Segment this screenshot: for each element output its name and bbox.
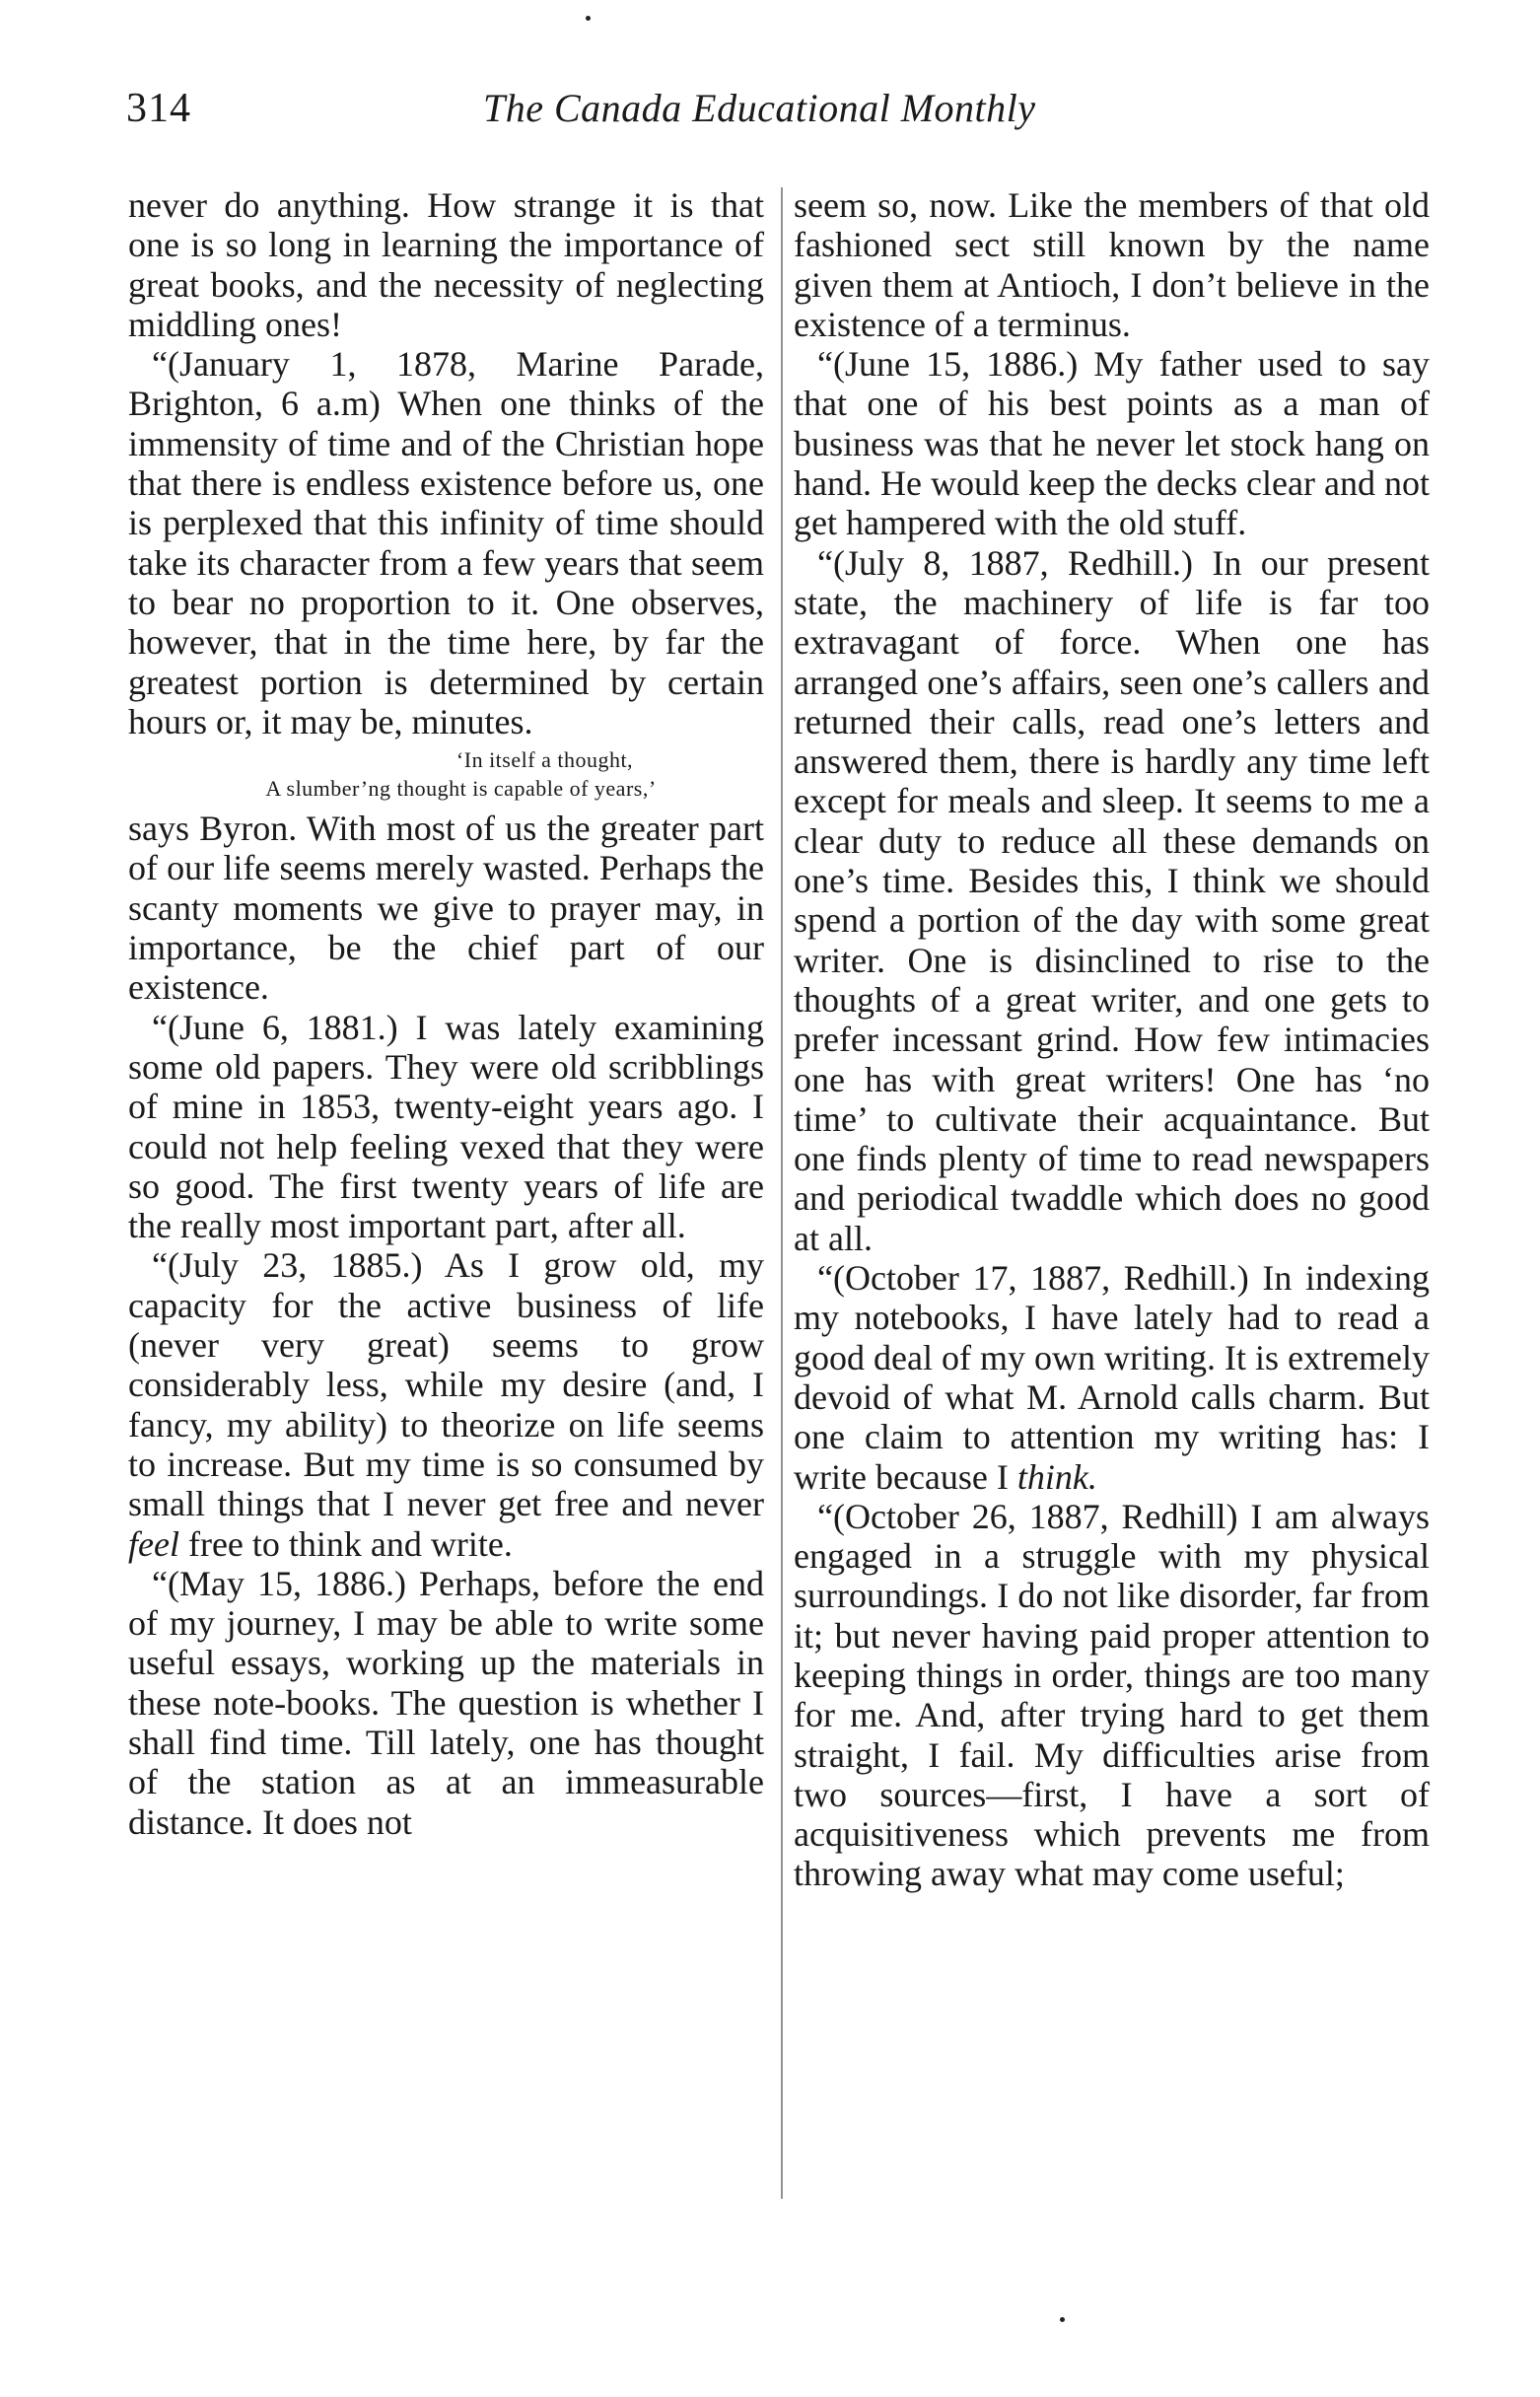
verse-quotation [128, 745, 764, 803]
text-run: “(July 23, 1885.) As I grow old, my capacity for the active business of life (never very great) seems to grow considerably less, while my desire (and, I fancy, my ability) to theorize on life seems to increase. But my time is so consumed by small things that I never get free and never [128, 1245, 764, 1524]
print-speck [586, 16, 591, 21]
paragraph: “(May 15, 1886.) Perhaps, before the end of my journey, I may be able to write some useful essays, working up the materials in these note-books. The question is whether I shall find time. Till lately, one has thought of the station as at an immeasurable distance. It does not [128, 1563, 764, 1842]
paragraph: seem so, now. Like the members of that old fashioned sect still known by the name given them at Antioch, I don’t believe in the existence of a terminus. [794, 185, 1430, 344]
right-column [794, 185, 1430, 1894]
italic-word: feel [128, 1523, 179, 1564]
running-head: The Canada Educational Monthly [483, 86, 1036, 130]
print-speck [1060, 2317, 1065, 2322]
quote-line: ‘In itself a thought, [455, 747, 634, 773]
paragraph [794, 1258, 1430, 1497]
paragraph: “(July 8, 1887, Redhill.) In our present state, the machinery of life is far too extravagant of force. When one has arranged one’s affairs, seen one’s callers and returned their calls, read one’s letters and answered them, there is hardly any time left except for meals and sleep. It seems to me a clear duty to reduce all these demands on one’s time. Besides this, I think we should spend a portion of the day with some great writer. One is disinclined to rise to the thoughts of a great writer, and one gets to prefer incessant grind. How few intimacies one has with great writers! One has ‘no time’ to cultivate their acquaintance. But one finds plenty of time to read newspapers and periodical twaddle which does no good at all. [794, 542, 1430, 1258]
paragraph: says Byron. With most of us the greater part of our life seems merely wasted. Perhaps the scanty moments we give to prayer may, in importance, be the chief part of our existence. [128, 809, 764, 1008]
column-divider [781, 187, 783, 2199]
italic-word: think. [1016, 1456, 1097, 1497]
paragraph: “(June 15, 1886.) My father used to say that one of his best points as a man of business was that he never let stock hang on hand. He would keep the decks clear and not get hampered with the old stuff. [794, 344, 1430, 543]
quote-line: A slumber’ng thought is capable of years,’ [265, 776, 657, 802]
paragraph: “(October 26, 1887, Redhill) I am always engaged in a struggle with my physical surroundings. I do not like disorder, far from it; but never having paid proper attention to keeping things in order, things are too many for me. And, after trying hard to get them straight, I fail. My difficulties arise from two sources—first, I have a sort of acquisitiveness which prevents me from throwing away what may come useful; [794, 1496, 1430, 1894]
paragraph: “(June 6, 1881.) I was lately examining some old papers. They were old scribblings of mine in 1853, twenty-eight years ago. I could not help feeling vexed that they were so good. The first twenty years of life are the really most important part, after all. [128, 1007, 764, 1246]
paragraph: never do anything. How strange it is that one is so long in learning the importance of great books, and the necessity of neglecting middling ones! [128, 185, 764, 344]
left-column [128, 185, 764, 1842]
text-run: “(October 17, 1887, Redhill.) In indexing my notebooks, I have lately had to read a good deal of my own writing. It is extremely devoid of what M. Arnold calls charm. But one claim to attention my writing has: I write because I [794, 1258, 1430, 1497]
paragraph [128, 1245, 764, 1563]
paragraph: “(January 1, 1878, Marine Parade, Brighton, 6 a.m) When one thinks of the immensity of time and of the Christian hope that there is endless existence before us, one is perplexed that this infinity of time should take its character from a few years that seem to bear no proportion to it. One observes, however, that in the time here, by far the greatest portion is determined by certain hours or, it may be, minutes. [128, 344, 764, 741]
page-number: 314 [126, 86, 191, 131]
text-run: free to think and write. [178, 1523, 513, 1564]
